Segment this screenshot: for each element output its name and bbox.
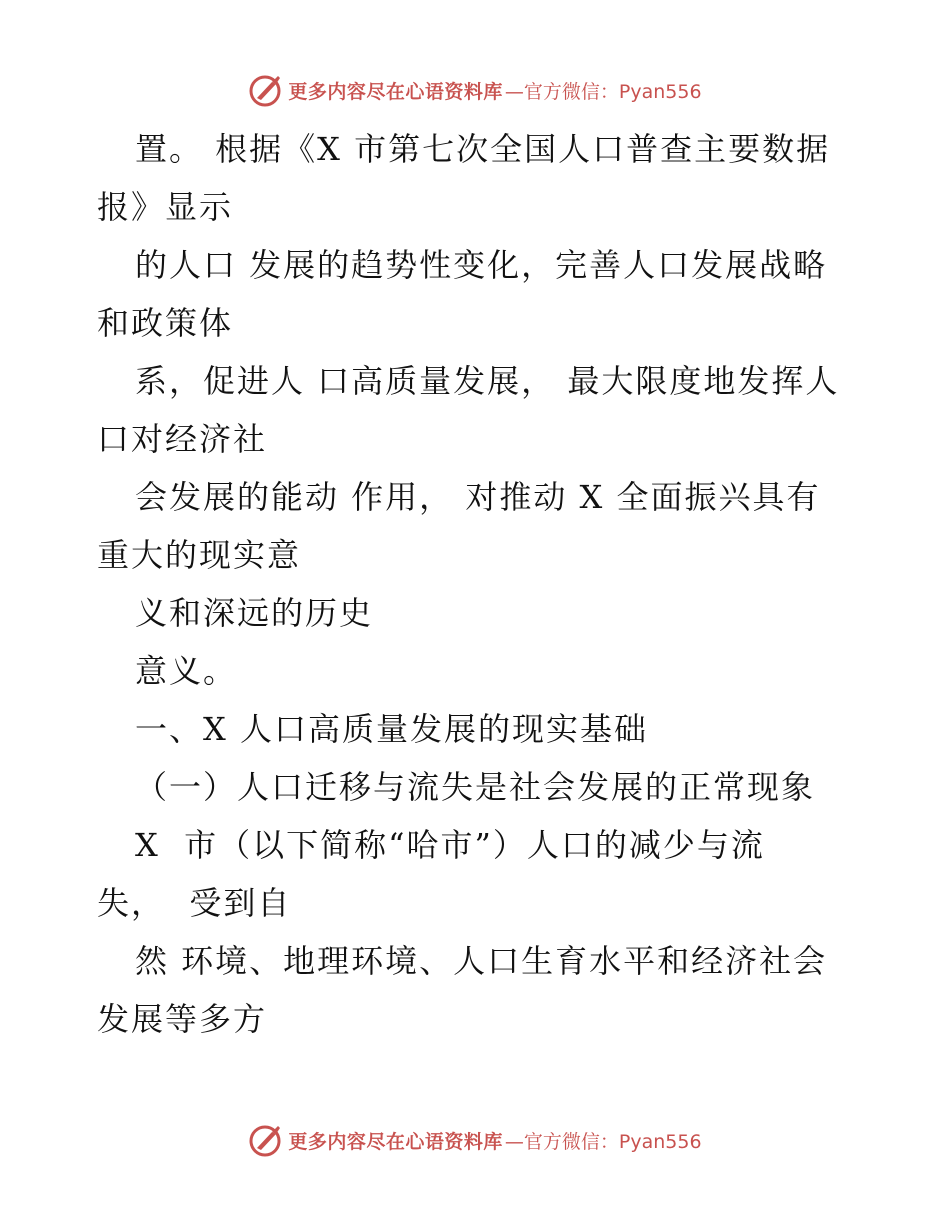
footer-banner-suffix: —官方微信：Pyan556 <box>504 1130 702 1153</box>
body-line: X 市（以下简称“哈市”）人口的减少与流 <box>135 826 765 864</box>
body-line: 系，促进人 口高质量发展， 最大限度地发挥人 <box>135 362 840 400</box>
pen-seal-logo-icon <box>248 1122 284 1158</box>
body-line: 和政策体 <box>97 304 234 342</box>
body-line: 会发展的能动 作用， 对推动 X 全面振兴具有 <box>135 478 821 516</box>
body-line: 报》显示 <box>97 188 234 226</box>
body-line: 的人口 发展的趋势性变化，完善人口发展战略 <box>135 246 828 284</box>
footer-banner <box>0 1120 950 1160</box>
body-line: 义和深远的历史 <box>135 594 374 632</box>
body-line: 失， 受到自 <box>97 884 292 922</box>
section-heading: 一、X 人口高质量发展的现实基础 <box>135 710 648 748</box>
body-line: 发展等多方 <box>97 1000 268 1038</box>
header-banner <box>0 70 950 110</box>
footer-banner-text: 更多内容尽在心语资料库 <box>288 1130 503 1153</box>
body-line: 口对经济社 <box>97 420 268 458</box>
subsection-heading: （一）人口迁移与流失是社会发展的正常现象 <box>135 768 816 806</box>
header-banner-suffix: —官方微信：Pyan556 <box>504 80 702 103</box>
body-line: 然 环境、地理环境、人口生育水平和经济社会 <box>135 942 828 980</box>
pen-seal-logo-icon <box>248 72 284 108</box>
body-line: 意义。 <box>135 652 238 690</box>
body-line: 置。 根据《X 市第七次全国人口普查主要数据 <box>135 130 831 168</box>
header-banner-text: 更多内容尽在心语资料库 <box>288 80 503 103</box>
document-body <box>97 120 877 1048</box>
body-line: 重大的现实意 <box>97 536 302 574</box>
